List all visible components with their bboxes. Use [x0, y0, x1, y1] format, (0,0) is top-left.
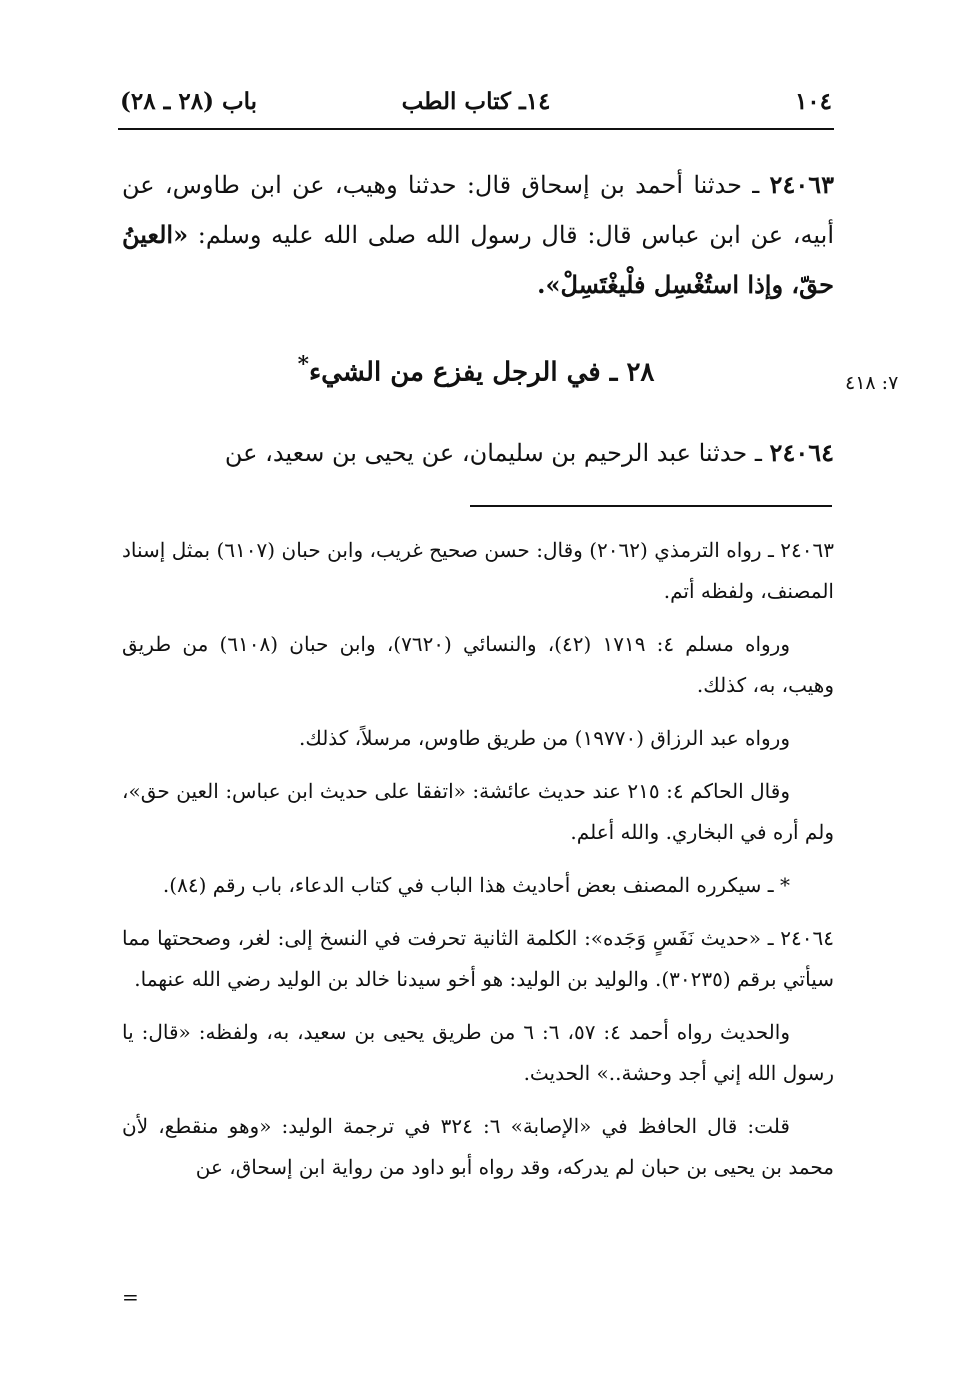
chapter-title: ٢٨ ـ في الرجل يفزع من الشيء: [308, 357, 655, 388]
hadith-24064: [122, 428, 834, 478]
footnote: ورواه مسلم ٤: ١٧١٩ (٤٢)، والنسائي (٧٦٢٠)، وابن حبان (٦١٠٨) من طريق وهيب، به، كذلك.: [122, 632, 834, 697]
hadith-text: ـ حدثنا عبد الرحيم بن سليمان، عن يحيى بن سعيد، عن: [224, 439, 762, 467]
footnote: * ـ سيكرره المصنف بعض أحاديث هذا الباب في كتاب الدعاء، باب رقم (٨٤).: [162, 873, 790, 897]
chapter-footnote-star: *: [297, 352, 309, 377]
footnote: ورواه عبد الرزاق (١٩٧٧٠) من طريق طاوس، مرسلاً، كذلك.: [299, 726, 790, 750]
page-header: [120, 88, 832, 122]
continuation-mark: =: [122, 1285, 139, 1309]
margin-reference: ٧: ٤١٨: [845, 372, 899, 394]
hadith-text: ـ حدثنا أحمد بن إسحاق قال: حدثنا وهيب، عن ابن طاوس، عن أبيه، عن ابن عباس قال: قال رسول الله صلى الله عليه وسلم:: [122, 171, 834, 249]
chapter-heading: [120, 352, 832, 388]
footnote: ٢٤٠٦٤ ـ «حديث نَفَسٍ وَجَده»: الكلمة الثانية تحرفت في النسخ إلى: لغر، وصححتها مما سيأتي برقم (٣٠٢٣٥). والوليد بن الوليد: هو أخو سيدنا خالد بن الوليد رضي الله عنهما.: [122, 926, 834, 991]
footnote: والحديث رواه أحمد ٤: ٥٧، ٦: ٦ من طريق يحيى بن سعيد، به، ولفظه: «قال: يا رسول الله إني أجد وحشة..» الحديث.: [122, 1020, 834, 1085]
section-label: باب (٢٨ ـ ٢٨): [120, 88, 258, 115]
book-title: ١٤ـ كتاب الطب: [401, 88, 551, 115]
header-rule: [118, 128, 834, 130]
footnote: قلت: قال الحافظ في «الإصابة» ٦: ٣٢٤ في ترجمة الوليد: «وهو منقطع، لأن محمد بن يحيى بن حبان لم يدركه، وقد رواه أبو داود من رواية ابن إسحاق، عن: [122, 1114, 834, 1179]
footnote: ٢٤٠٦٣ ـ رواه الترمذي (٢٠٦٢) وقال: حسن صحيح غريب، وابن حبان (٦١٠٧) بمثل إسناد المصنف، ولفظه أتم.: [122, 538, 835, 603]
hadith-quote: «العينُ حقّ، وإذا استُغْسِل فلْيغْتَسِلْ».: [122, 220, 834, 299]
footnotes: [122, 530, 834, 1200]
footnote-rule: [470, 505, 832, 507]
footnote: وقال الحاكم ٤: ٢١٥ عند حديث عائشة: «اتفقا على حديث ابن عباس: العين حق»، ولم أره في البخاري. والله أعلم.: [122, 779, 834, 844]
hadith-number: ٢٤٠٦٤: [769, 438, 834, 467]
hadith-number: ٢٤٠٦٣: [769, 170, 834, 199]
page-number: ١٠٤: [794, 88, 832, 115]
hadith-24063: [122, 160, 834, 310]
